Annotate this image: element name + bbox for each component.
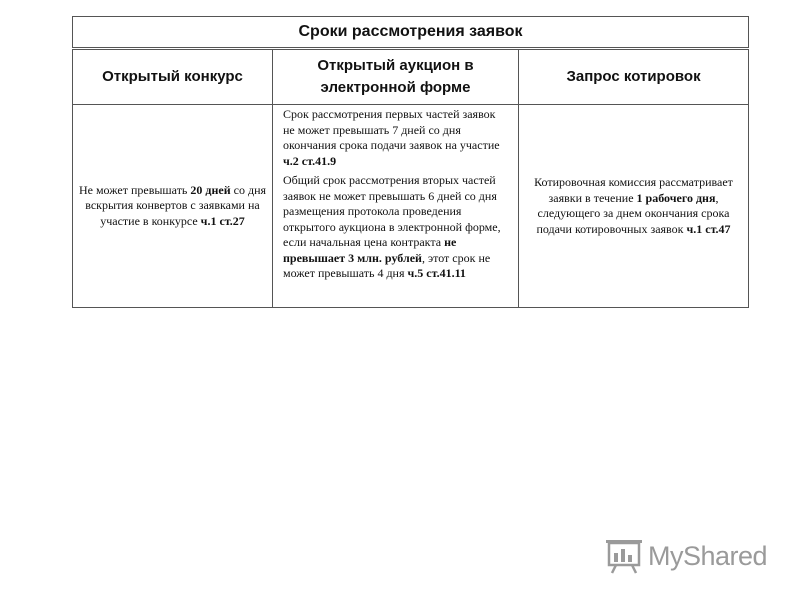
projector-board-icon — [604, 538, 644, 574]
cell-open-tender — [73, 105, 273, 308]
myshared-watermark — [604, 536, 774, 576]
watermark-text: MyShared — [648, 540, 768, 571]
header-electronic-auction: Открытый аукцион в электронной форме — [273, 49, 519, 105]
bold-span: ч.2 ст.41.9 — [283, 153, 337, 168]
second-parts-paragraph — [283, 173, 510, 282]
text-span: Общий срок рассмотрения вторых частей заявок не может превышать 6 дней со дня размещения протокола проведения открытого аукциона в электронной форме, если начальная цена контракта — [283, 173, 501, 249]
bold-span: не превышает 3 млн. рублей — [283, 235, 457, 265]
text-span: со дня вскрытия конвертов с заявками на участие в конкурсе — [85, 182, 267, 228]
cell-electronic-auction — [273, 105, 519, 308]
cell-quotation-request — [519, 105, 749, 308]
bold-span: 1 рабочего дня — [636, 190, 716, 205]
bold-span: ч.5 ст.41.11 — [407, 266, 466, 280]
text-span: Котировочная комиссия рассматривает заявки в течение — [534, 175, 733, 205]
bold-span: 20 дней — [190, 182, 231, 197]
text-span: Не может превышать — [78, 182, 191, 197]
text-span: Срок рассмотрения первых частей заявок не может превышать 7 дней со дня окончания срока подачи заявок на участие — [283, 107, 500, 152]
bold-span: ч.1 ст.47 — [686, 221, 731, 236]
bold-span: ч.1 ст.27 — [200, 213, 245, 228]
text-span: , следующего за днем окончания срока подачи котировочных заявок — [536, 190, 730, 236]
text-span: , этот срок не может превышать 4 дня — [283, 250, 491, 280]
first-parts-paragraph — [283, 107, 510, 169]
deadlines-table — [72, 16, 749, 308]
header-quotation-request: Запрос котировок — [519, 49, 749, 105]
table-title: Сроки рассмотрения заявок — [73, 17, 749, 49]
header-open-tender: Открытый конкурс — [73, 49, 273, 105]
